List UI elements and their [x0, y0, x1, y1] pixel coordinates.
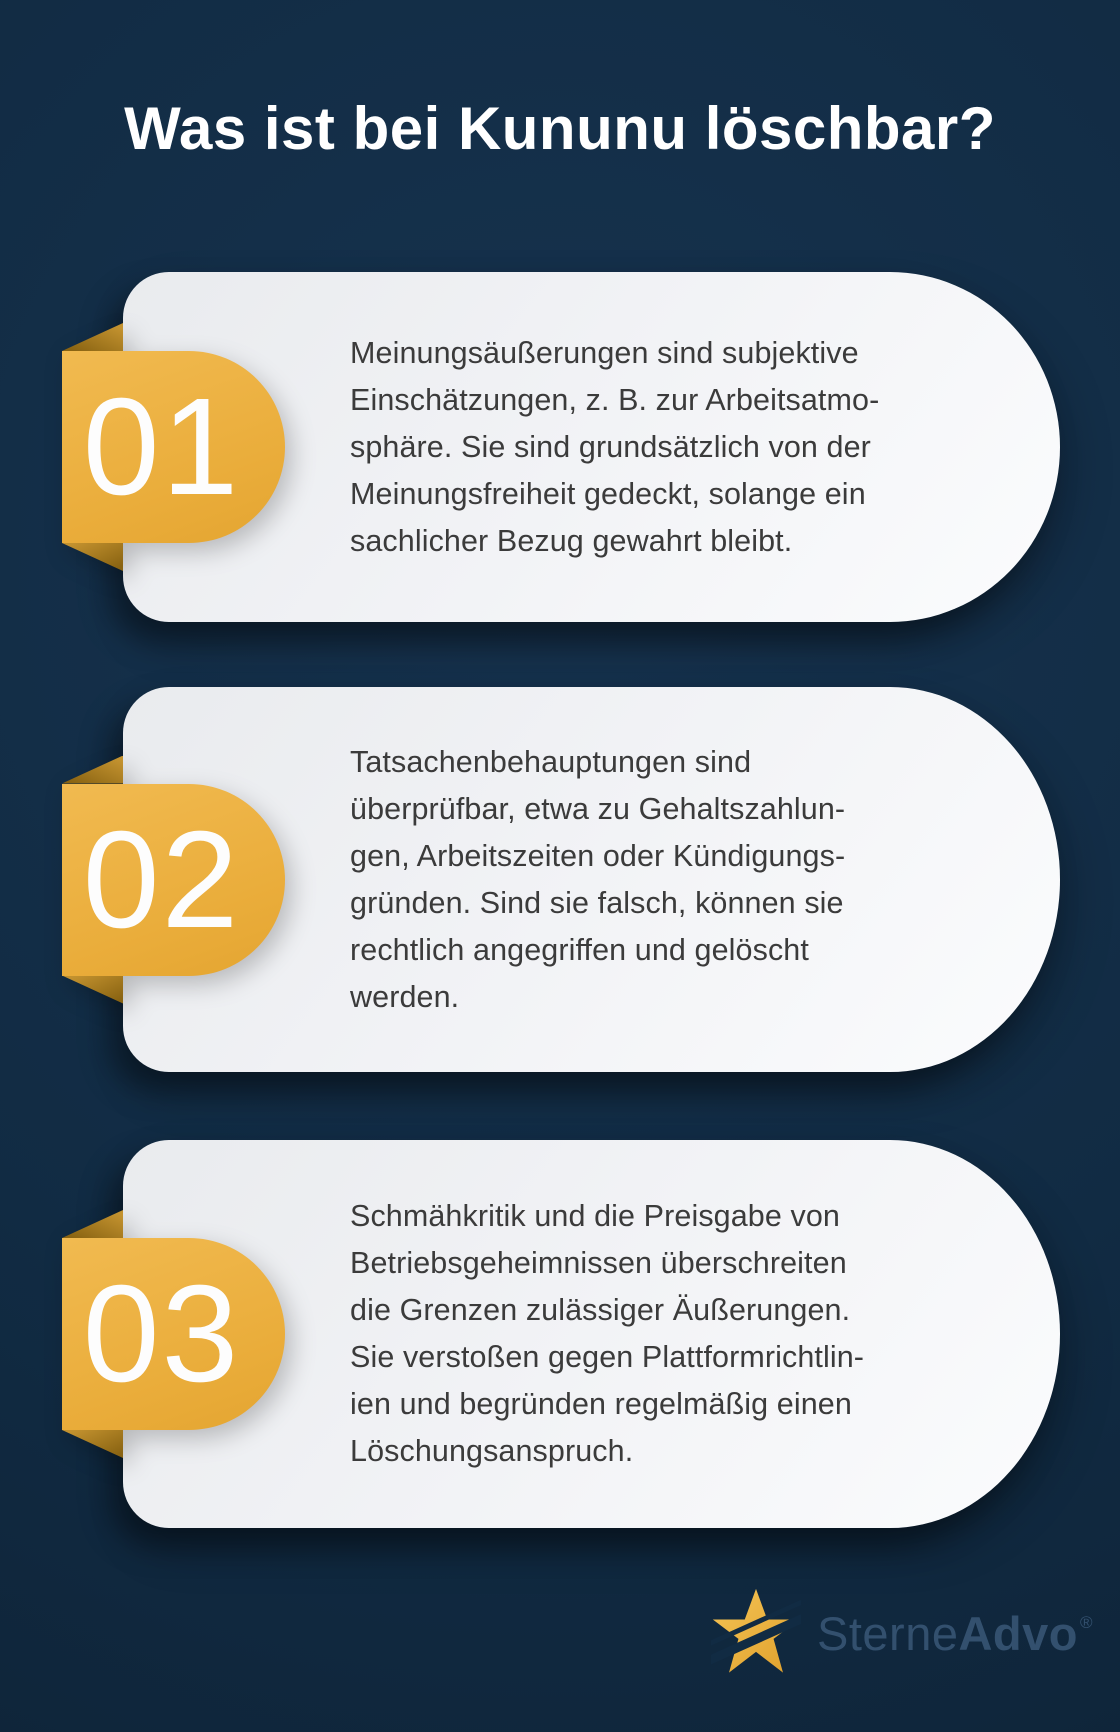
ribbon-band: [62, 351, 285, 543]
ribbon-band: [62, 784, 285, 976]
text-line: Sie verstoßen gegen Plattformrichtlin-: [350, 1340, 865, 1374]
card-number: 02: [82, 802, 241, 957]
text-line: Einschätzungen, z. B. zur Arbeitsatmo-: [350, 382, 880, 417]
ribbon-fold-bottom: [62, 543, 123, 571]
page-title: Was ist bei Kununu löschbar?: [124, 95, 996, 162]
brand-bold: Advo: [958, 1607, 1078, 1660]
card-text: [350, 1140, 970, 1528]
text-line: sachlicher Bezug gewahrt bleibt.: [350, 523, 793, 558]
ribbon-fold-bottom: [62, 1430, 123, 1458]
text-line: Meinungsäußerungen sind subjektive: [350, 335, 859, 370]
ribbon-badge-02: [62, 784, 285, 976]
star-slash-icon: [710, 1588, 802, 1678]
card-tatsachenbehauptungen: [82, 687, 1060, 1072]
text-line: die Grenzen zulässiger Äußerungen.: [350, 1293, 851, 1327]
ribbon-fold-top: [62, 323, 123, 351]
ribbon-band: [62, 1238, 285, 1430]
text-line: ien und begründen regelmäßig einen: [350, 1387, 852, 1421]
ribbon-badge-01: [62, 351, 285, 543]
text-line: Tatsachenbehauptungen sind: [350, 744, 752, 779]
registered-mark: ®: [1079, 1613, 1094, 1632]
card-number: 01: [82, 370, 241, 524]
text-line: gen, Arbeitszeiten oder Kündigungs-: [350, 838, 846, 873]
ribbon-fold-bottom: [62, 976, 123, 1004]
card-text: [350, 272, 970, 622]
brand-wordmark: [817, 1606, 1094, 1661]
text-line: Meinungsfreiheit gedeckt, solange ein: [350, 476, 866, 511]
text-line: Betriebsgeheimnissen überschreiten: [350, 1246, 847, 1280]
text-line: Löschungsanspruch.: [350, 1434, 634, 1468]
text-line: rechtlich angegriffen und gelöscht: [350, 932, 809, 967]
card-meinungsaeusserungen: [82, 272, 1060, 622]
text-line: sphäre. Sie sind grundsätzlich von der: [350, 429, 871, 464]
card-number: 03: [82, 1257, 241, 1411]
text-line: gründen. Sind sie falsch, können sie: [350, 885, 844, 920]
text-line: überprüfbar, etwa zu Gehaltszahlun-: [350, 791, 846, 826]
text-line: Schmähkritik und die Preisgabe von: [350, 1199, 840, 1233]
ribbon-badge-03: [62, 1238, 285, 1430]
text-line: werden.: [350, 979, 460, 1014]
ribbon-fold-top: [62, 756, 123, 784]
card-text: [350, 687, 970, 1072]
ribbon-fold-top: [62, 1210, 123, 1238]
card-schmaehkritik: [82, 1140, 1060, 1528]
brand-regular: Sterne: [817, 1607, 959, 1660]
